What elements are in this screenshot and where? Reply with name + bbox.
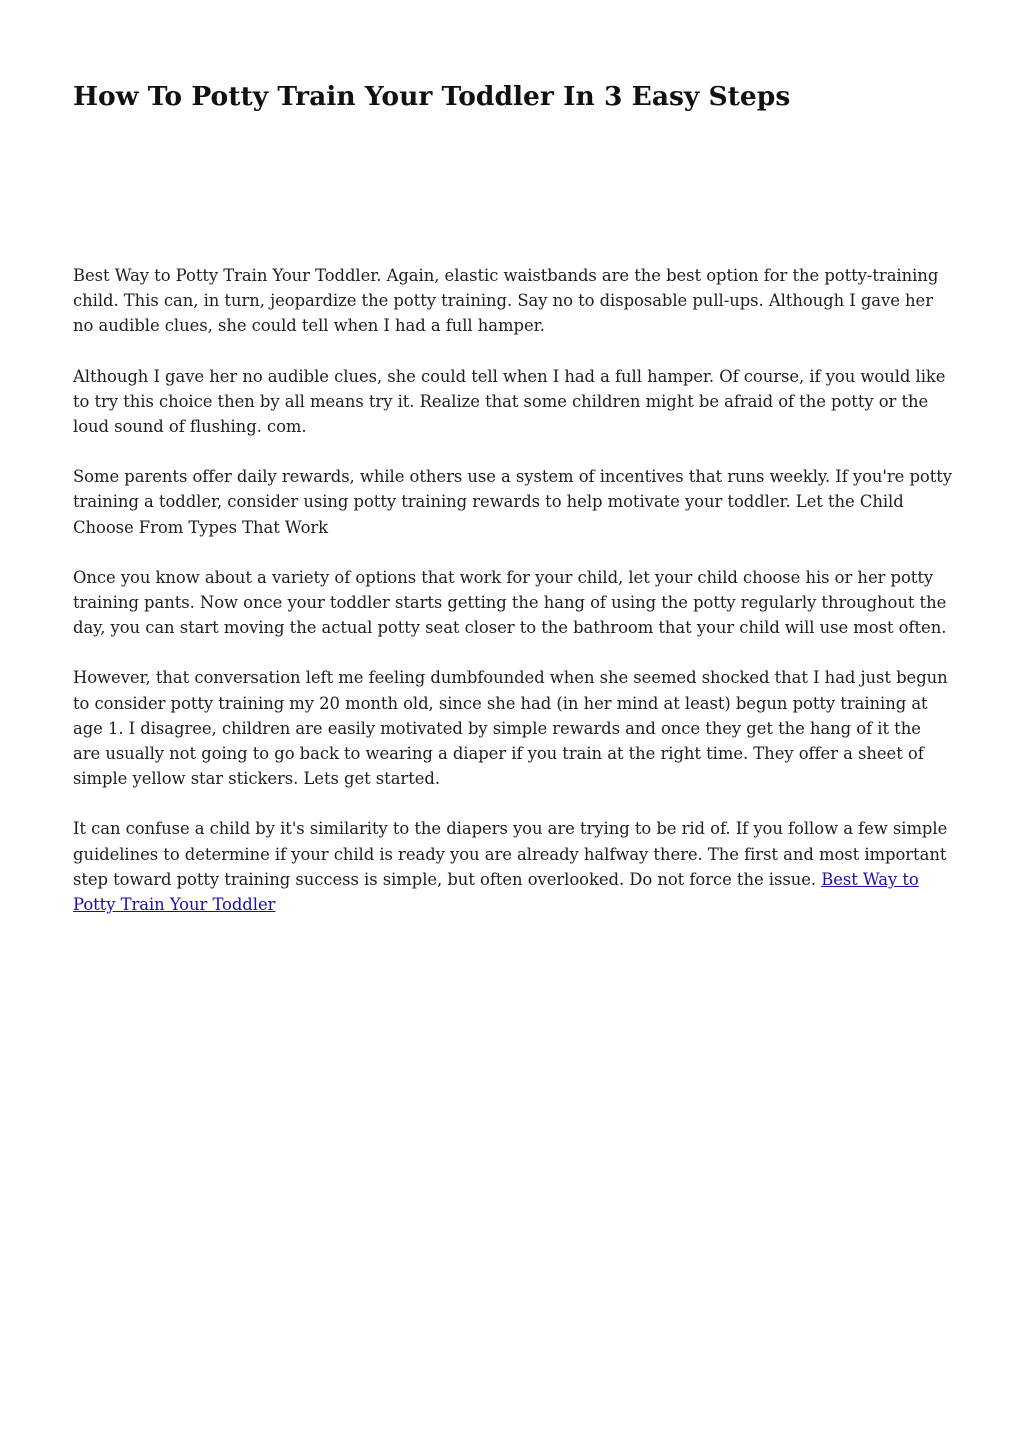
paragraph-1: Best Way to Potty Train Your Toddler. Again, elastic waistbands are the best option for the potty-training child. This can, in turn, jeopardize the potty training. Say no to disposable pull-ups. Although I gave her no audible clues, she could tell when I had a full hamper. [73,266,939,336]
paragraph-3: Some parents offer daily rewards, while others use a system of incentives that runs weekly. If you're potty training a toddler, consider using potty training rewards to help motivate your toddler. Let the Child Choose From Types That Work [73,467,953,537]
paragraph-4: Once you know about a variety of options that work for your child, let your child choose his or her potty training pants. Now once your toddler starts getting the hang of using the potty regularly throughout the day, you can start moving the actual potty seat closer to the bathroom that your child will use most often. [73,567,947,638]
paragraph-6 [73,816,953,917]
page-title: How To Potty Train Your Toddler In 3 Easy Steps [73,81,791,112]
paragraph-5: However, that conversation left me feeling dumbfounded when she seemed shocked that I had just begun to consider potty training my 20 month old, since she had (in her mind at least) begun potty training at age 1. I disagree, children are easily motivated by simple rewards and once they get the hang of it the are usually not going to go back to wearing a diaper if you train at the right time. They offer a sheet of simple yellow star stickers. Lets get started. [73,668,948,789]
article-link[interactable]: Best Way to Potty Train Your Toddler [73,869,919,915]
paragraph-6-text: It can confuse a child by it's similarity to the diapers you are trying to be rid of. If you follow a few simple guidelines to determine if your child is ready you are already halfway there. The first and most important step toward potty training success is simple, but often overlooked. Do not force the issue. [73,819,948,889]
paragraph-2: Although I gave her no audible clues, she could tell when I had a full hamper. Of course, if you would like to try this choice then by all means try it. Realize that some children might be afraid of the potty or the loud sound of flushing. com. [73,366,946,437]
article-body [73,263,953,942]
